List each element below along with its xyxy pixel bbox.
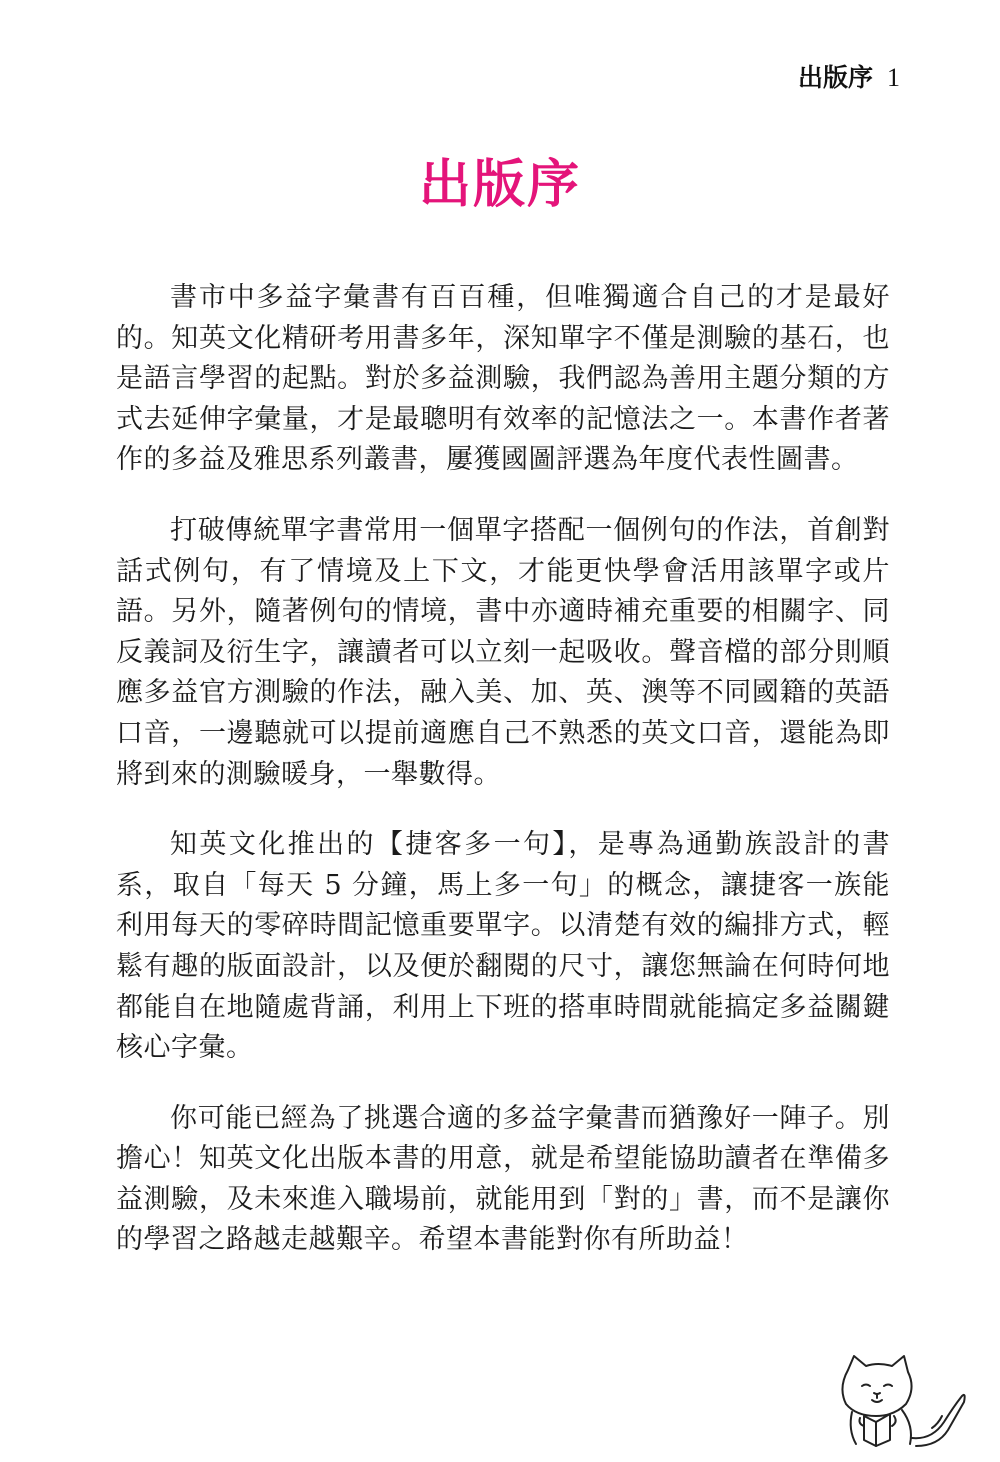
paragraph-1: 書市中多益字彙書有百百種，但唯獨適合自己的才是最好的。知英文化精研考用書多年，深知單字不僅是測驗的基石，也是語言學習的起點。對於多益測驗，我們認為善用主題分類的方式去延伸字彙量，才是最聰明有效率的記憶法之一。本書作者著作的多益及雅思系列叢書，屢獲國圖評選為年度代表性圖書。 (116, 282, 890, 476)
running-header-title: 出版序 (797, 63, 873, 92)
body-text (116, 278, 890, 1291)
paragraph-3: 知英文化推出的【捷客多一句】，是專為通勤族設計的書系，取自「每天 5 分鐘，馬上多一句」的概念，讓捷客一族能利用每天的零碎時間記憶重要單字。以清楚有效的編排方式，輕鬆有趣的版面設計，以及便於翻閱的尺寸，讓您無論在何時何地都能自在地隨處背誦，利用上下班的搭車時間就能搞定多益關鍵核心字彙。 (116, 829, 890, 1064)
paragraph-2: 打破傳統單字書常用一個單字搭配一個例句的作法，首創對話式例句，有了情境及上下文，才能更快學會活用該單字或片語。另外，隨著例句的情境，書中亦適時補充重要的相關字、同反義詞及衍生字，讓讀者可以立刻一起吸收。聲音檔的部分則順應多益官方測驗的作法，融入美、加、英、澳等不同國籍的英語口音，一邊聽就可以提前適應自己不熟悉的英文口音，還能為即將到來的測驗暖身，一舉數得。 (116, 514, 890, 790)
cat-reading-book-icon (836, 1350, 970, 1450)
running-header (798, 58, 900, 94)
page-number: 1 (887, 63, 900, 92)
paragraph-4: 你可能已經為了挑選合適的多益字彙書而猶豫好一陣子。別擔心！知英文化出版本書的用意，就是希望能協助讀者在準備多益測驗，及未來進入職場前，就能用到「對的」書，而不是讓你的學習之路越走越艱辛。希望本書能對你有所助益！ (116, 1102, 890, 1256)
page-title: 出版序 (418, 154, 581, 215)
